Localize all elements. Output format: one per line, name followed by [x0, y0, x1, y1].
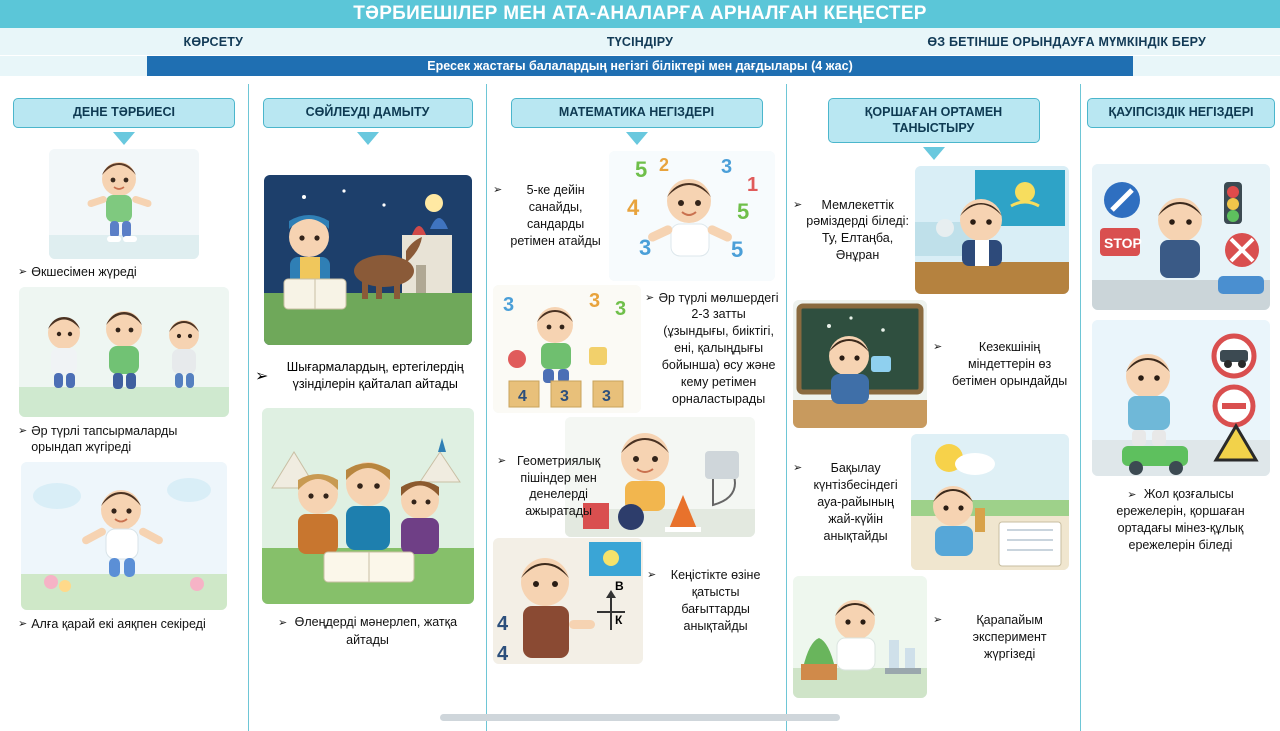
subheader-row — [0, 28, 1280, 55]
bullet-marker-icon: ➢ — [18, 265, 28, 278]
column-safety-basics — [1080, 84, 1280, 731]
bullet-marker-icon: ➢ — [645, 291, 655, 304]
horizontal-scrollbar[interactable] — [440, 714, 840, 721]
bullet-text: Өкшесімен жүреді — [31, 264, 137, 279]
boy-weather-calendar-photo — [911, 434, 1069, 570]
svg-text:К: К — [615, 613, 623, 628]
bullet-math-4 — [647, 567, 771, 635]
bullet-environment-1 — [793, 197, 909, 265]
column-title-speech: СӨЙЛЕУДІ ДАМЫТУ — [263, 98, 473, 128]
svg-text:3: 3 — [615, 297, 627, 320]
bullet-math-2 — [645, 290, 779, 408]
bullet-marker-icon: ➢ — [255, 367, 269, 385]
bullet-environment-2 — [933, 339, 1073, 390]
band2-right-spacer — [1133, 56, 1280, 76]
bullet-marker-icon: ➢ — [647, 569, 657, 582]
bullet-text: Кеңістікте өзіне қатысты бағыттарды анықтайды — [670, 568, 761, 633]
svg-text:4: 4 — [497, 643, 509, 665]
page-title: ТӘРБИЕШІЛЕР МЕН АТА-АНАЛАРҒА АРНАЛҒАН КЕҢЕСТЕР — [353, 3, 927, 24]
arrow-down-icon — [923, 147, 945, 160]
bullet-text: Шығармалардың, ертегілердің үзінділерін қайталап айтады — [286, 359, 464, 391]
svg-text:STOP: STOP — [1103, 234, 1142, 251]
bullet-math-3 — [497, 453, 607, 521]
bullet-marker-icon: ➢ — [793, 462, 803, 475]
boy-road-rules-photo — [1092, 320, 1270, 476]
svg-text:4: 4 — [497, 613, 509, 636]
svg-text:2: 2 — [659, 154, 670, 175]
arrow-down-icon — [113, 132, 135, 145]
bullet-speech-2 — [268, 614, 468, 648]
bullet-text: Өлеңдерді мәнерлеп, жатқа айтады — [294, 615, 458, 647]
header-band — [0, 0, 1280, 28]
columns-container — [0, 84, 1280, 731]
svg-text:3: 3 — [639, 234, 652, 260]
bullet-text: Кезекшінің міндеттерін өз бетімен орындайды — [951, 339, 1068, 388]
column-environment — [786, 84, 1080, 731]
column-math-basics — [486, 84, 786, 731]
svg-text:3: 3 — [602, 387, 611, 405]
bullet-environment-4 — [933, 612, 1073, 663]
svg-text:5: 5 — [635, 156, 648, 182]
bullet-physical-3 — [18, 616, 218, 633]
column-body-safety — [1087, 164, 1274, 554]
column-physical-education — [0, 84, 248, 731]
bullet-text: Әр түрлі тапсырмаларды орындап жүгіреді — [31, 423, 178, 455]
boy-traffic-signs-photo — [1092, 164, 1270, 310]
column-speech-development — [248, 84, 486, 731]
bullet-physical-1 — [18, 264, 218, 281]
column-body-physical — [6, 149, 242, 634]
children-running-tasks-photo — [19, 287, 229, 417]
age-band — [147, 56, 1133, 76]
svg-text:1: 1 — [747, 173, 759, 196]
column-title-safety: ҚАУІПСІЗДІК НЕГІЗДЕРІ — [1087, 98, 1275, 128]
bullet-text: Жол қозғалысы ережелерін, қоршаған ортадағы мінез-құлық ережелерін біледі — [1116, 486, 1245, 552]
bullet-text: 5-ке дейін санайды, сандарды ретімен атайды — [510, 182, 601, 248]
column-title-math: МАТЕМАТИКА НЕГІЗДЕРІ — [511, 98, 763, 128]
svg-text:3: 3 — [721, 155, 733, 178]
bullet-marker-icon: ➢ — [933, 340, 943, 353]
bullet-marker-icon: ➢ — [18, 424, 28, 437]
bullet-safety-1 — [1093, 486, 1269, 554]
boy-duty-cleaning-board-photo — [793, 300, 927, 428]
svg-text:В: В — [615, 579, 624, 594]
subheader-item-3: ӨЗ БЕТІНШЕ ОРЫНДАУҒА МҮМКІНДІК БЕРУ — [927, 34, 1206, 49]
svg-text:4: 4 — [627, 194, 640, 220]
column-title-environment: ҚОРШАҒАН ОРТАМЕН ТАНЫСТЫРУ — [828, 98, 1040, 143]
bullet-marker-icon: ➢ — [277, 617, 288, 630]
bullet-math-1 — [493, 182, 605, 250]
bullet-environment-3 — [793, 460, 905, 544]
age-band-label: Ересек жастағы балалардың негізгі біліктері мен дағдылары (4 жас) — [427, 59, 853, 73]
bullet-marker-icon: ➢ — [497, 454, 507, 467]
column-title-physical: ДЕНЕ ТӘРБИЕСІ — [13, 98, 235, 128]
boy-counting-numbers-photo — [609, 151, 775, 281]
boy-walking-heels-photo — [49, 149, 199, 259]
bullet-speech-1 — [255, 359, 476, 393]
svg-text:4: 4 — [518, 387, 527, 405]
bullet-marker-icon: ➢ — [1127, 488, 1137, 501]
svg-text:3: 3 — [560, 387, 569, 405]
children-national-costume-reading-photo — [262, 408, 474, 604]
bullet-marker-icon: ➢ — [933, 613, 943, 626]
svg-text:5: 5 — [737, 198, 750, 224]
bullet-text: Қарапайым эксперимент жүргізеді — [972, 612, 1047, 661]
subheader-item-2: ТҮСІНДІРУ — [606, 34, 674, 49]
bullet-text: Мемлекеттік рәміздерді біледі: Ту, Елтаңба, Әнұран — [806, 197, 909, 263]
bullet-marker-icon: ➢ — [18, 618, 28, 631]
bullet-marker-icon: ➢ — [493, 183, 503, 196]
boy-experiment-plants-photo — [793, 576, 927, 698]
bullet-marker-icon: ➢ — [793, 198, 803, 211]
bullet-text: Әр түрлі мөлшердегі 2-3 затты (ұзындығы, биіктігі, ені, қалыңдығы бойынша) өсу және кему ретімен орналастырады — [658, 290, 779, 406]
boy-sorting-sizes-blocks-photo — [493, 285, 641, 413]
boy-directions-compass-photo — [493, 538, 643, 664]
bullet-text: Алға қарай екі аяқпен секіреді — [31, 617, 206, 632]
boy-state-symbols-flag-photo — [915, 166, 1069, 294]
subheader-item-1: КӨРСЕТУ — [183, 34, 244, 49]
svg-text:3: 3 — [589, 289, 601, 312]
arrow-down-icon — [357, 132, 379, 145]
boy-jumping-forward-photo — [21, 462, 227, 610]
boy-reading-tale-horse-photo — [264, 175, 472, 345]
svg-text:5: 5 — [731, 236, 744, 262]
column-body-speech — [255, 175, 480, 649]
band2-left-spacer — [0, 56, 147, 76]
arrow-down-icon — [626, 132, 648, 145]
bullet-text: Бақылау күнтізбесіндегі ауа-райының жай-күйін анықтайды — [813, 461, 898, 543]
bullet-text: Геометриялық пішіндер мен денелерді ажыратады — [517, 453, 601, 519]
bullet-physical-2 — [18, 423, 218, 457]
svg-text:3: 3 — [503, 293, 515, 316]
column-body-math — [493, 151, 780, 665]
column-body-environment — [793, 166, 1074, 698]
